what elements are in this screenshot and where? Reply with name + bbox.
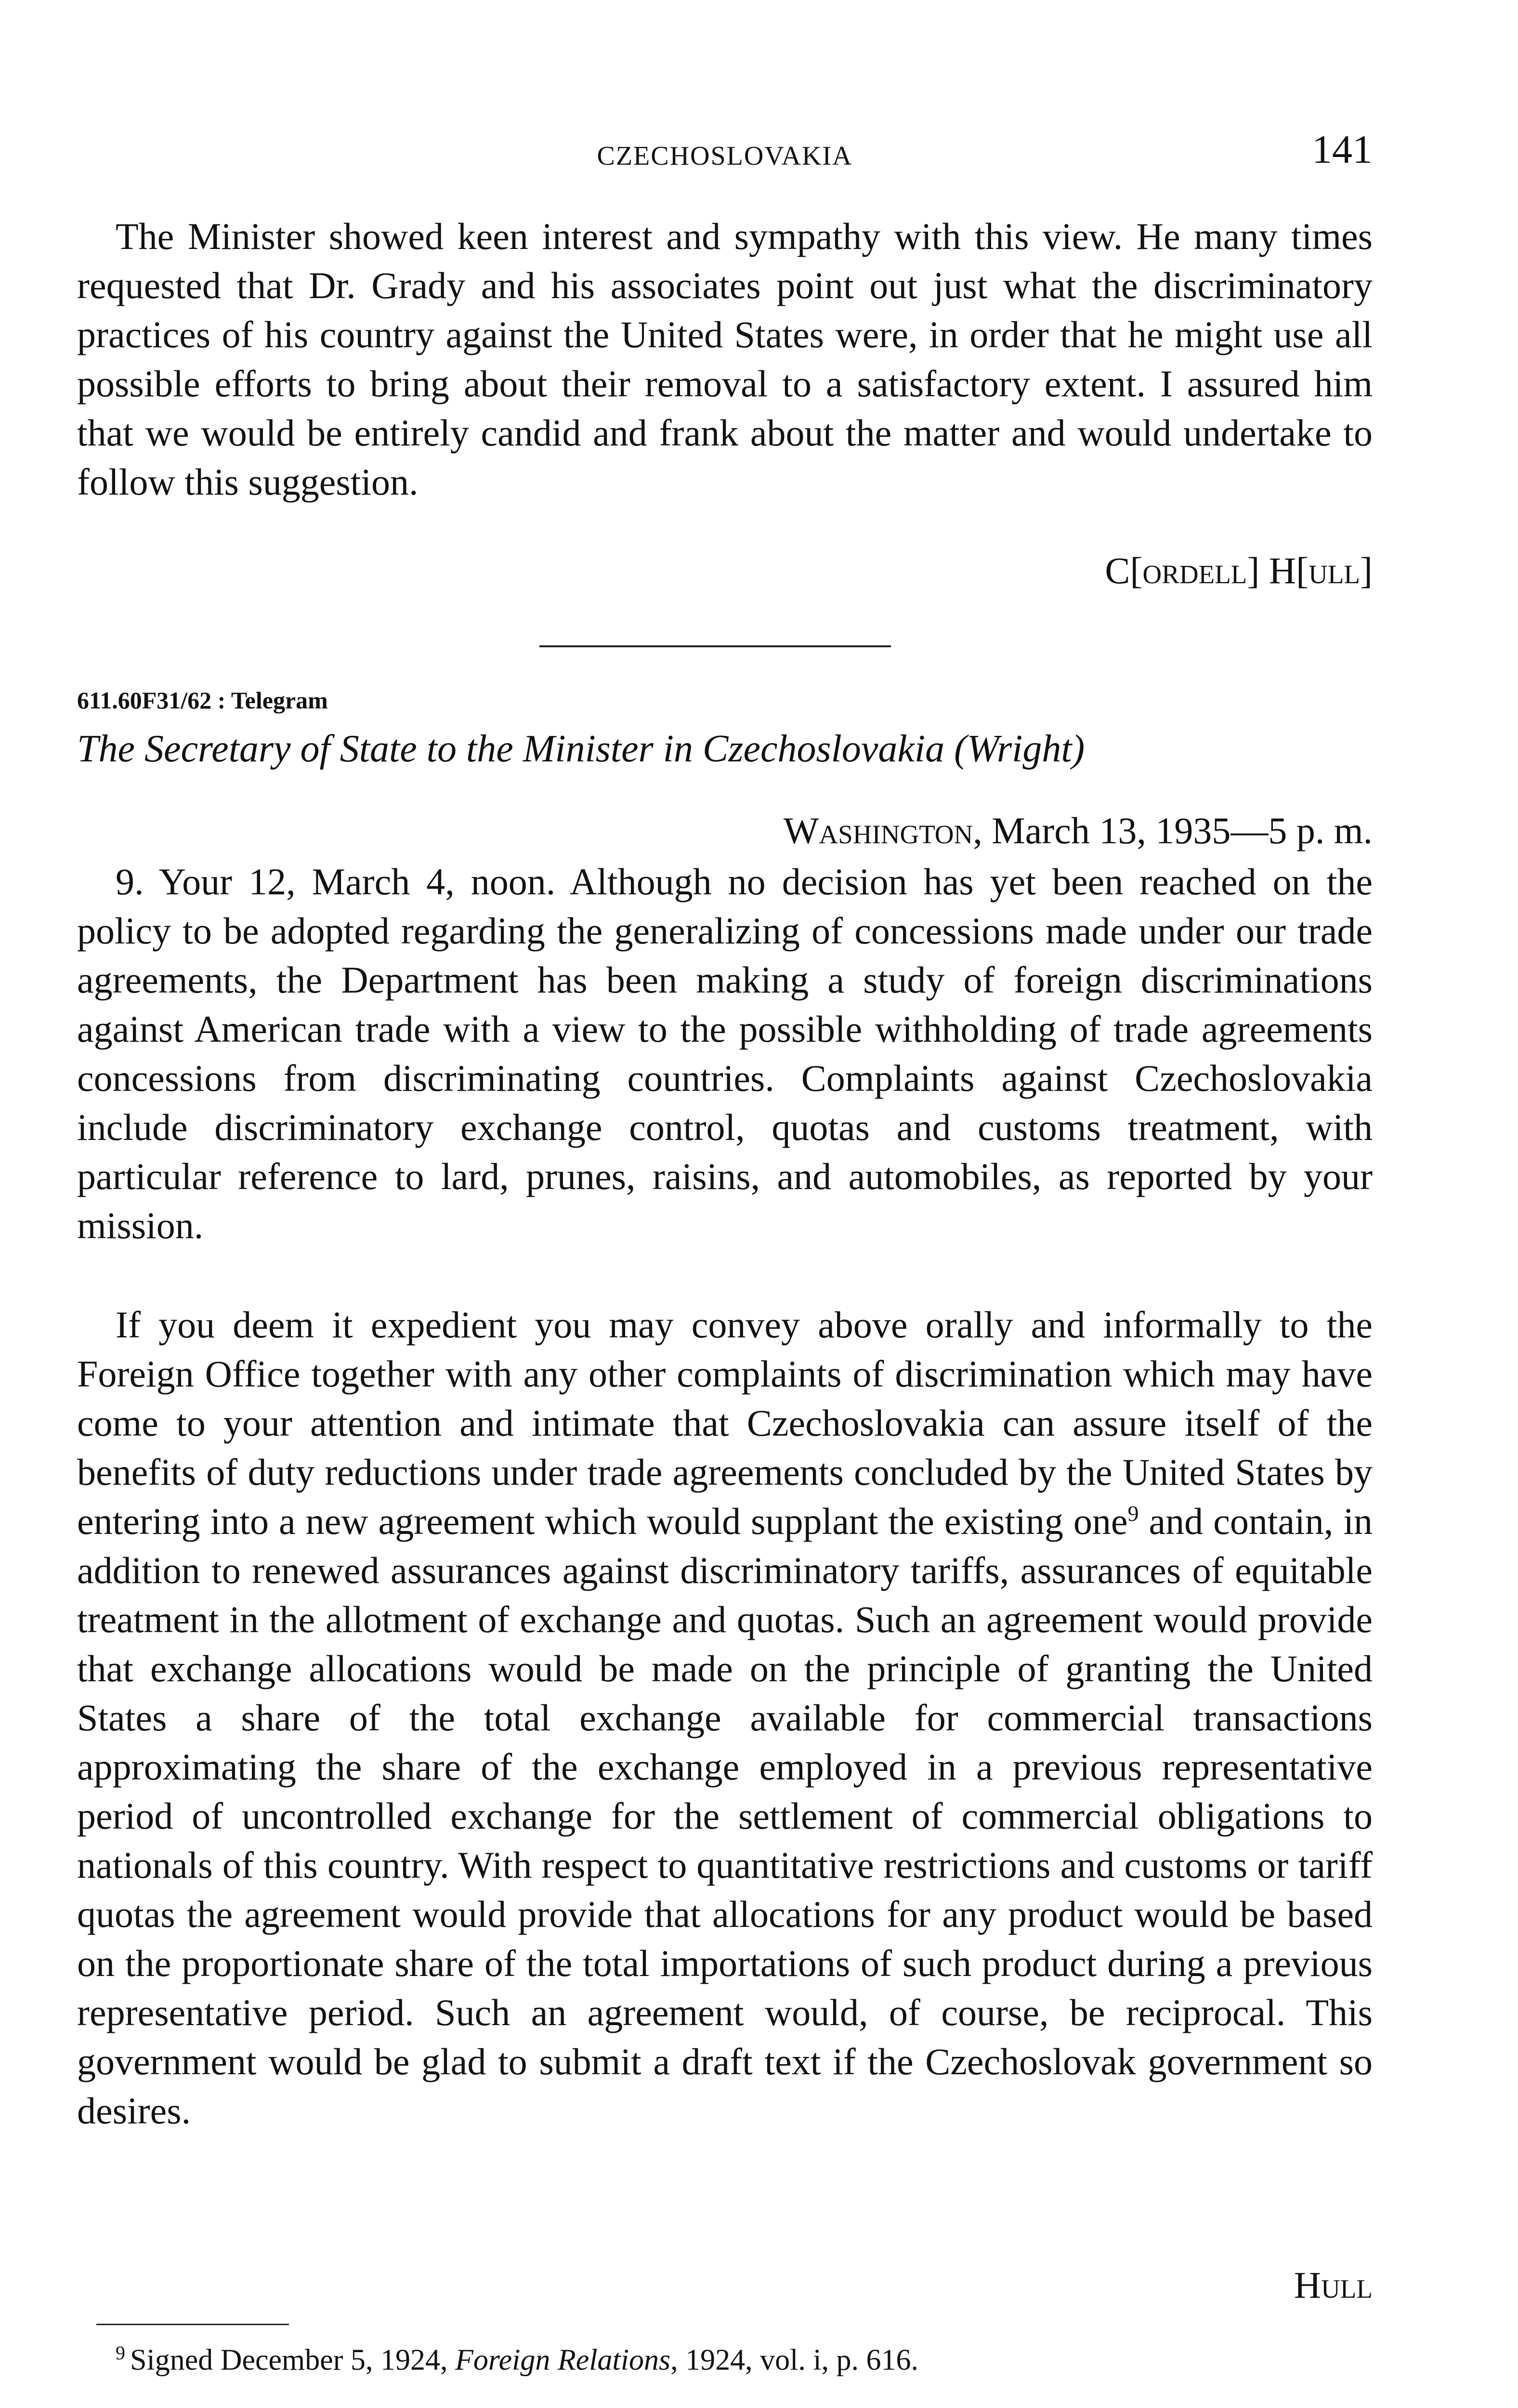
telegram-signature: Hull — [1294, 2264, 1373, 2306]
footnote-mark: 9 — [116, 2342, 125, 2364]
telegram-paragraph-2 — [77, 1300, 1373, 2135]
page-number: 141 — [1312, 127, 1373, 172]
footnote-text-a: Signed December 5, 1924, — [130, 2343, 455, 2377]
paragraph-2-text-b: and contain, in addition to renewed assurances against discriminatory tariffs, assurances of equitable treatment in the allotment of exchange and quotas. Such an agreement would provide that exchange allocations would be made on the principle of granting the United States a share of the total exchange available for commercial transactions approximating the share of the exchange employed in a previous representative period of uncontrolled exchange for the settlement of commercial obligations to nationals of this country. With respect to quantitative restrictions and customs or tariff quotas the agreement would provide that allocations for any product would be based on the proportionate share of the total importations of such product during a previous representative period. Such an agreement would, of course, be reciprocal. This government would be glad to submit a draft text if the Czechoslovak government so desires. — [77, 1500, 1373, 2132]
section-divider — [539, 645, 891, 647]
dateline — [784, 809, 1373, 852]
file-reference: 611.60F31/62 : Telegram — [77, 687, 328, 714]
memo-signature: C[ordell] H[ull] — [1105, 550, 1373, 591]
footnote-publication: Foreign Relations — [455, 2343, 671, 2377]
footnote — [116, 2342, 918, 2378]
dateline-date: March 13, 1935—5 p. m. — [982, 810, 1373, 851]
document-title: The Secretary of State to the Minister in Czechoslovakia (Wright) — [77, 728, 1085, 770]
dateline-place: Washington, — [783, 810, 982, 851]
section-title: CZECHOSLOVAKIA — [597, 141, 853, 171]
footnote-reference: 9 — [1127, 1501, 1139, 1526]
footnote-text-b: , 1924, vol. i, p. 616. — [670, 2343, 919, 2377]
paragraph-2-text-a: If you deem it expedient you may convey above orally and informally to the Foreign Office together with any other complaints of discrimination which may have come to your attention and intimate that Czechoslovakia can assure itself of the benefits of duty reductions under trade agreements concluded by the United States by entering into a new agreement which would supplant the existing one — [77, 1304, 1373, 1542]
footnote-rule — [96, 2324, 289, 2325]
running-head — [77, 126, 1373, 179]
memo-paragraph: The Minister showed keen interest and sympathy with this view. He many times requested that Dr. Grady and his associates point out just what the discriminatory practices of his country against the United States were, in order that he might use all possible efforts to bring about their removal to a satisfactory extent. I assured him that we would be entirely candid and frank about the matter and would undertake to follow this suggestion. — [77, 215, 1373, 503]
telegram-paragraph-1: 9. Your 12, March 4, noon. Although no decision has yet been reached on the policy to be adopted regarding the generalizing of concessions made under our trade agreements, the Department has been making a study of foreign discriminations against American trade with a view to the possible withholding of trade agreements concessions from discriminating countries. Complaints against Czechoslovakia include discriminatory exchange control, quotas and customs treatment, with particular reference to lard, prunes, raisins, and automobiles, as reported by your mission. — [77, 861, 1373, 1246]
